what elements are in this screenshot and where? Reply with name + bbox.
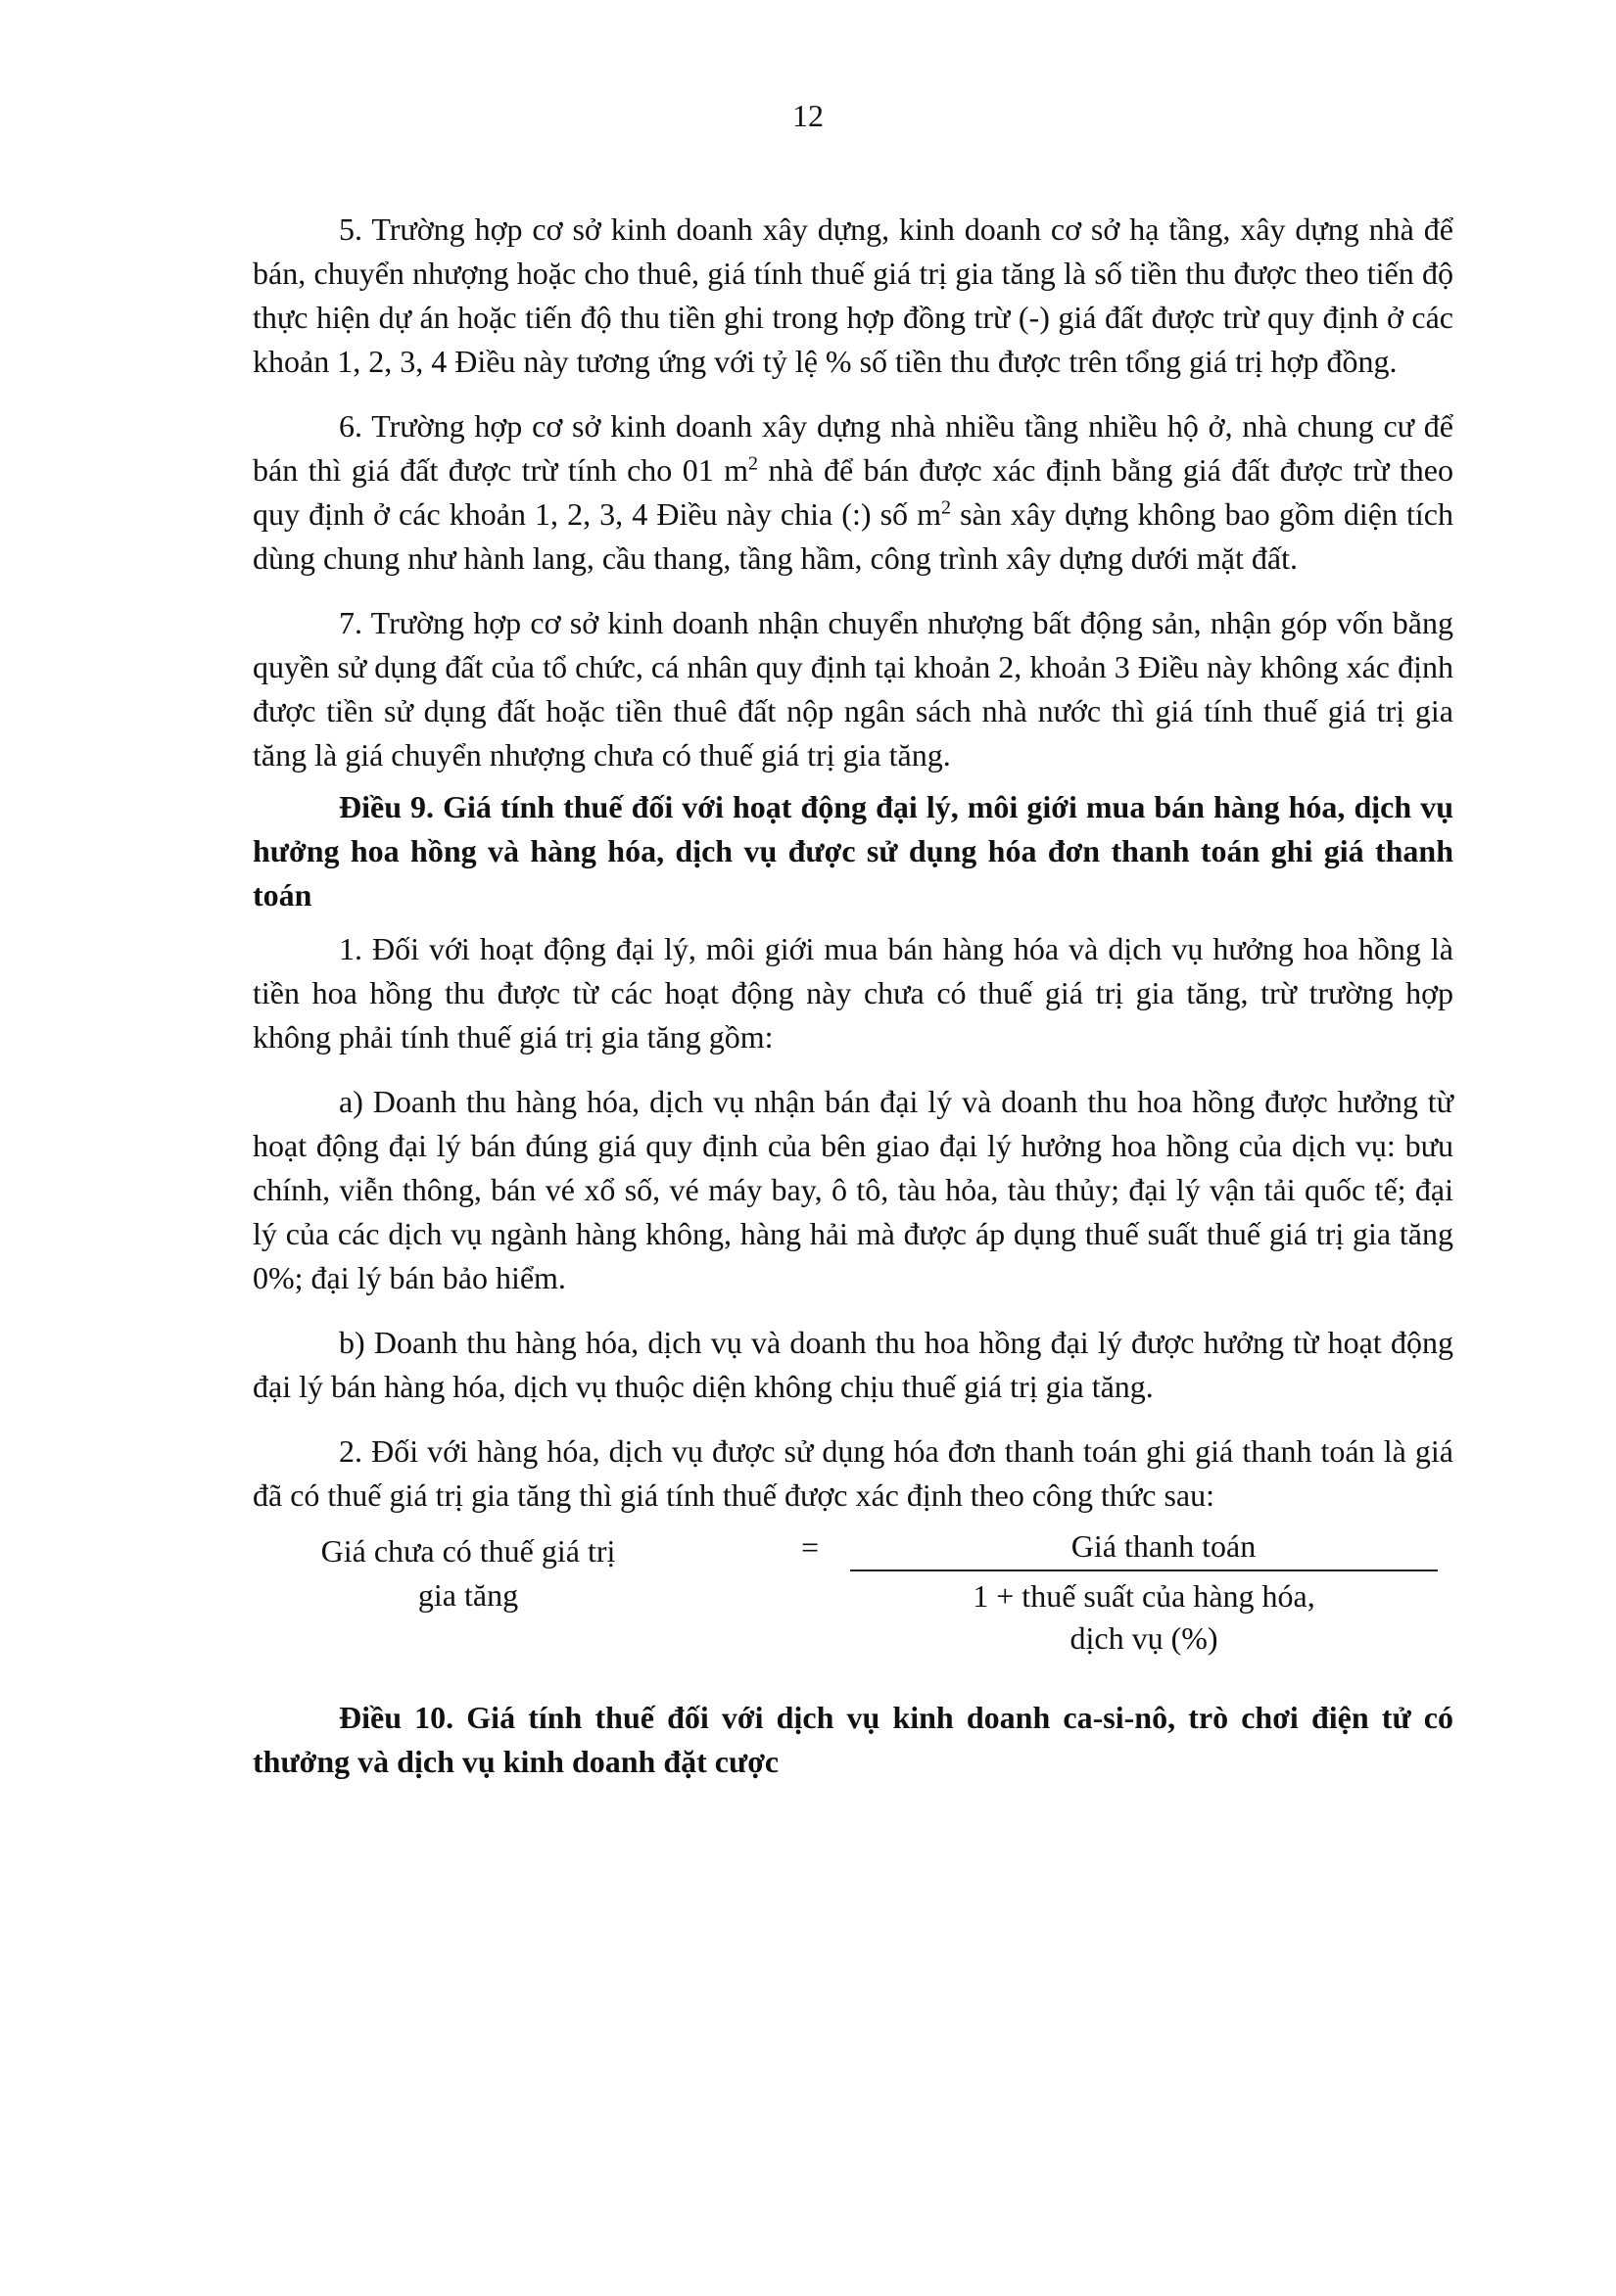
article-9-clause-1a: a) Doanh thu hàng hóa, dịch vụ nhận bán đại lý và doanh thu hoa hồng được hưởng từ hoạt động đại lý bán đúng giá quy định của bên giao đại lý hưởng hoa hồng của dịch vụ: bưu chính, viễn thông, bán vé xổ số, vé máy bay, ô tô, tàu hỏa, tàu thủy; đại lý vận tải quốc tế; đại lý của các dịch vụ ngành hàng không, hàng hải mà được áp dụng thuế suất thuế giá trị gia tăng 0%; đại lý bán bảo hiểm.	[253, 1084, 1453, 1295]
article-9-clause-1b: b) Doanh thu hàng hóa, dịch vụ và doanh thu hoa hồng đại lý được hưởng từ hoạt động đại lý bán hàng hóa, dịch vụ thuộc diện không chịu thuế giá trị gia tăng.	[253, 1325, 1453, 1404]
article-9-clause-1: 1. Đối với hoạt động đại lý, môi giới mua bán hàng hóa và dịch vụ hưởng hoa hồng là tiền hoa hồng thu được từ các hoạt động này chưa có thuế giá trị gia tăng, trừ trường hợp không phải tính thuế giá trị gia tăng gồm:	[253, 931, 1453, 1054]
fraction-line	[850, 1570, 1438, 1571]
superscript-2: 2	[941, 496, 951, 519]
formula-numerator: Giá thanh toán	[1070, 1528, 1257, 1564]
article-10-heading: Điều 10. Giá tính thuế đối với dịch vụ kinh doanh ca-si-nô, trò chơi điện tử có thưởng và dịch vụ kinh doanh đặt cược	[253, 1700, 1453, 1779]
paragraph-6-part3: sàn xây dựng không bao gồm diện tích dùng chung như hành lang, cầu thang, tầng hầm, công trình xây dựng dưới mặt đất.	[253, 496, 1454, 576]
paragraph-5: 5. Trường hợp cơ sở kinh doanh xây dựng, kinh doanh cơ sở hạ tầng, xây dựng nhà để bán, chuyển nhượng hoặc cho thuê, giá tính thuế giá trị gia tăng là số tiền thu được theo tiến độ thực hiện dự án hoặc tiến độ thu tiền ghi trong hợp đồng trừ (-) giá đất được trừ quy định ở các khoản 1, 2, 3, 4 Điều này tương ứng với tỷ lệ % số tiền thu được trên tổng giá trị hợp đồng.	[253, 211, 1453, 379]
formula-left-line2: gia tăng	[417, 1577, 519, 1613]
article-9-heading: Điều 9. Giá tính thuế đối với hoạt động đại lý, môi giới mua bán hàng hóa, dịch vụ hưởng hoa hồng và hàng hóa, dịch vụ được sử dụng hóa đơn thanh toán ghi giá thanh toán	[253, 789, 1453, 913]
paragraph-6-part2: nhà để bán được xác định bằng giá đất được trừ theo quy định ở các khoản 1, 2, 3, 4 Điều này chia (:) số m	[253, 452, 1454, 532]
superscript-2: 2	[748, 452, 758, 475]
formula-denominator-line2: dịch vụ (%)	[1069, 1620, 1218, 1656]
paragraph-6-part1: 6. Trường hợp cơ sở kinh doanh xây dựng nhà nhiều tầng nhiều hộ ở, nhà chung cư để bán thì giá đất được trừ tính cho 01 m	[253, 408, 1453, 488]
article-9-clause-2: 2. Đối với hàng hóa, dịch vụ được sử dụng hóa đơn thanh toán ghi giá thanh toán là giá đã có thuế giá trị gia tăng thì giá tính thuế được xác định theo công thức sau:	[253, 1433, 1453, 1513]
formula-left-line1: Giá chưa có thuế giá trị	[320, 1533, 616, 1569]
price-formula	[253, 1525, 1453, 1682]
paragraph-7: 7. Trường hợp cơ sở kinh doanh nhận chuyển nhượng bất động sản, nhận góp vốn bằng quyền sử dụng đất của tổ chức, cá nhân quy định tại khoản 2, khoản 3 Điều này không xác định được tiền sử dụng đất hoặc tiền thuê đất nộp ngân sách nhà nước thì giá tính thuế giá trị gia tăng là giá chuyển nhượng chưa có thuế giá trị gia tăng.	[253, 605, 1453, 773]
formula-left-side	[311, 1529, 625, 1617]
formula-fraction	[850, 1525, 1438, 1660]
formula-equals-sign: =	[801, 1529, 820, 1565]
document-body	[253, 208, 1453, 1794]
page-number: 12	[792, 98, 824, 133]
paragraph-6	[253, 404, 1453, 581]
formula-denominator-line1: 1 + thuế suất của hàng hóa,	[973, 1578, 1315, 1614]
